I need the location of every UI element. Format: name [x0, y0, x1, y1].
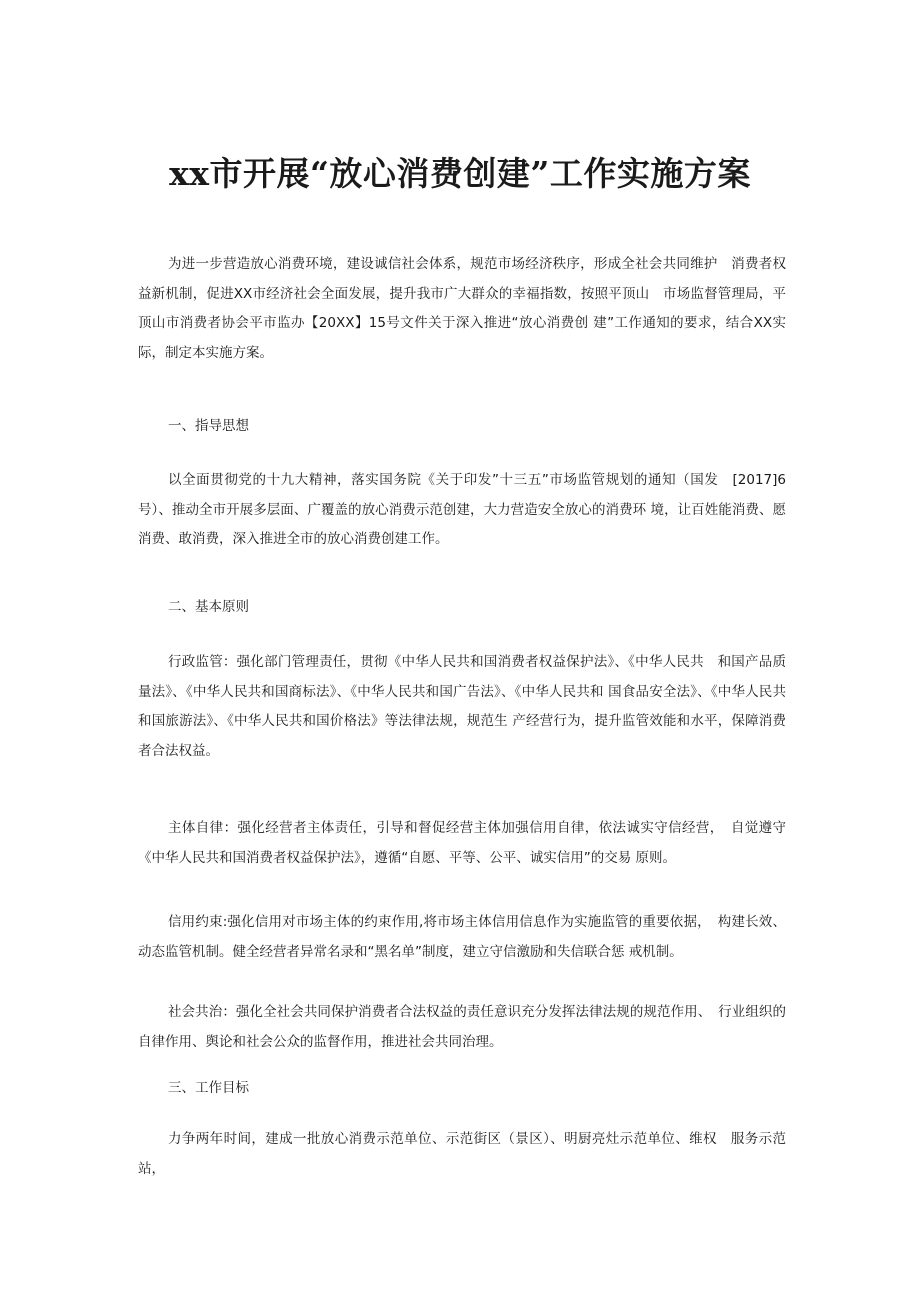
section-heading-guiding-ideology: 一、指导思想: [168, 418, 249, 434]
section-heading-work-goals: 三、工作目标: [168, 1080, 249, 1096]
document-title: xx市开展“放心消费创建”工作实施方案: [169, 154, 751, 194]
section-heading-basic-principles: 二、基本原则: [168, 599, 249, 615]
principle-self-discipline: 主体自律：强化经营者主体责任，引导和督促经营主体加强信用自律，依法诚实守信经营， 自觉遵守《中华人民共和国消费者权益保护法》，遵循“自愿、平等、公平、诚实信用”的交易 原则。: [138, 820, 786, 866]
work-goals-paragraph: 力争两年时间，建成一批放心消费示范单位、示范街区（景区）、明厨亮灶示范单位、维权 服务示范站，: [138, 1131, 786, 1177]
guiding-ideology-paragraph: 以全面贯彻党的十九大精神，落实国务院《关于印发”十三五”市场监管规划的通知（国发 [2017]6号）、推动全市开展多层面、广覆盖的放心消费示范创建，大力营造安全放心的消费环 境，让百姓能消费、愿消费、敢消费，深入推进全市的放心消费创建工作。: [138, 472, 786, 547]
principle-administrative-supervision: 行政监管：强化部门管理责任，贯彻《中华人民共和国消费者权益保护法》、《中华人民共 和国产品质量法》、《中华人民共和国商标法》、《中华人民共和国广告法》、《中华人民共和 国食品安全法》、《中华人民共和国旅游法》、《中华人民共和国价格法》等法律法规，规范生 产经营行为，提升监管效能和水平，保障消费者合法权益。: [138, 654, 786, 759]
principle-credit-constraint: 信用约束:强化信用对市场主体的约束作用,将市场主体信用信息作为实施监管的重要依据， 构建长效、动态监管机制。健全经营者异常名录和“黑名单”制度，建立守信激励和失信联合惩 戒机制。: [138, 914, 786, 960]
principle-social-governance: 社会共治：强化全社会共同保护消费者合法权益的责任意识充分发挥法律法规的规范作用、 行业组织的自律作用、舆论和社会公众的监督作用，推进社会共同治理。: [138, 1004, 786, 1050]
intro-paragraph: 为进一步营造放心消费环境，建设诚信社会体系，规范市场经济秩序，形成全社会共同维护 消费者权益新机制，促进XX市经济社会全面发展，提升我市广大群众的幸福指数，按照平顶山 市场监督管理局，平顶山市消费者协会平市监办【20XX】15号文件关于深入推进“放心消费创 建”工作通知的要求，结合XX实际，制定本实施方案。: [138, 256, 786, 361]
